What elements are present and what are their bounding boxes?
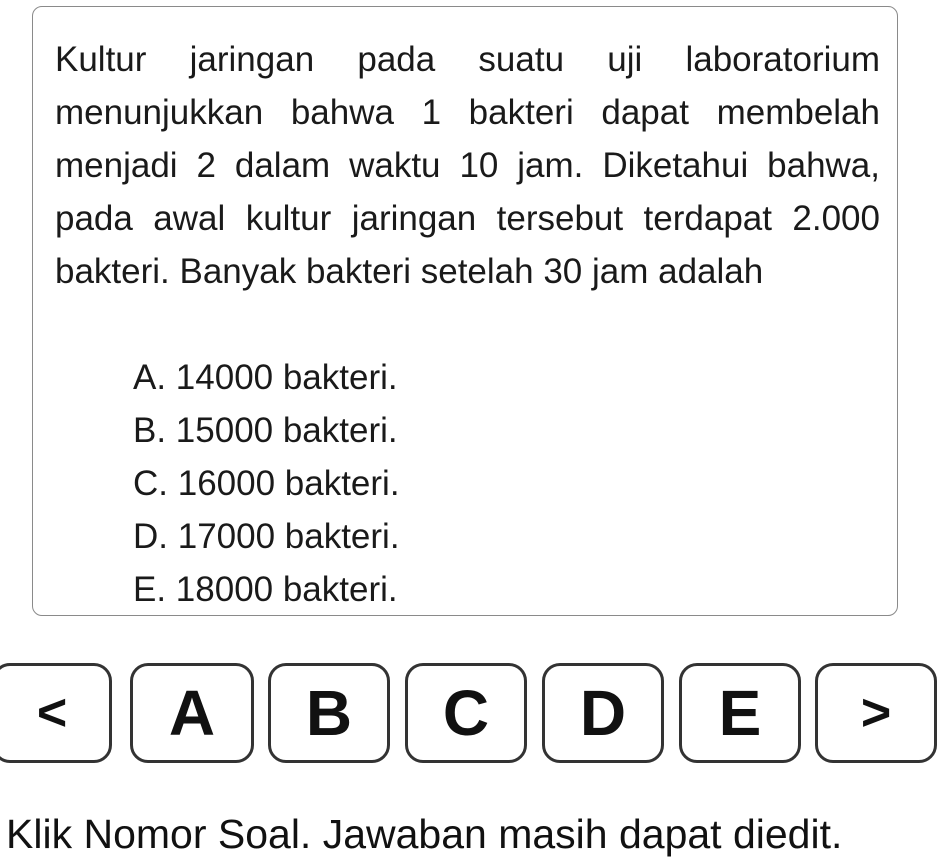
- option-b: B. 15000 bakteri.: [133, 411, 398, 450]
- prev-button[interactable]: <: [0, 663, 112, 763]
- footer-instruction: Klik Nomor Soal. Jawaban masih dapat diedit.: [6, 811, 843, 857]
- answer-button-d[interactable]: D: [542, 663, 664, 763]
- option-d: D. 17000 bakteri.: [133, 517, 400, 556]
- question-text: Kultur jaringan pada suatu uji laboratorium menunjukkan bahwa 1 bakteri dapat membelah menjadi 2 dalam waktu 10 jam. Diketahui bahwa, pada awal kultur jaringan tersebut terdapat 2.000 bakteri. Banyak bakteri setelah 30 jam adalah: [55, 40, 880, 291]
- answer-button-c[interactable]: C: [405, 663, 527, 763]
- option-c: C. 16000 bakteri.: [133, 464, 400, 503]
- answer-button-e[interactable]: E: [679, 663, 801, 763]
- answer-button-b[interactable]: B: [268, 663, 390, 763]
- answer-button-a[interactable]: A: [130, 663, 254, 763]
- answer-options: [133, 351, 400, 616]
- option-e: E. 18000 bakteri.: [133, 570, 398, 609]
- next-button[interactable]: >: [815, 663, 937, 763]
- option-a: A. 14000 bakteri.: [133, 358, 398, 397]
- answer-nav-bar: [0, 663, 937, 767]
- question-card: [32, 6, 898, 616]
